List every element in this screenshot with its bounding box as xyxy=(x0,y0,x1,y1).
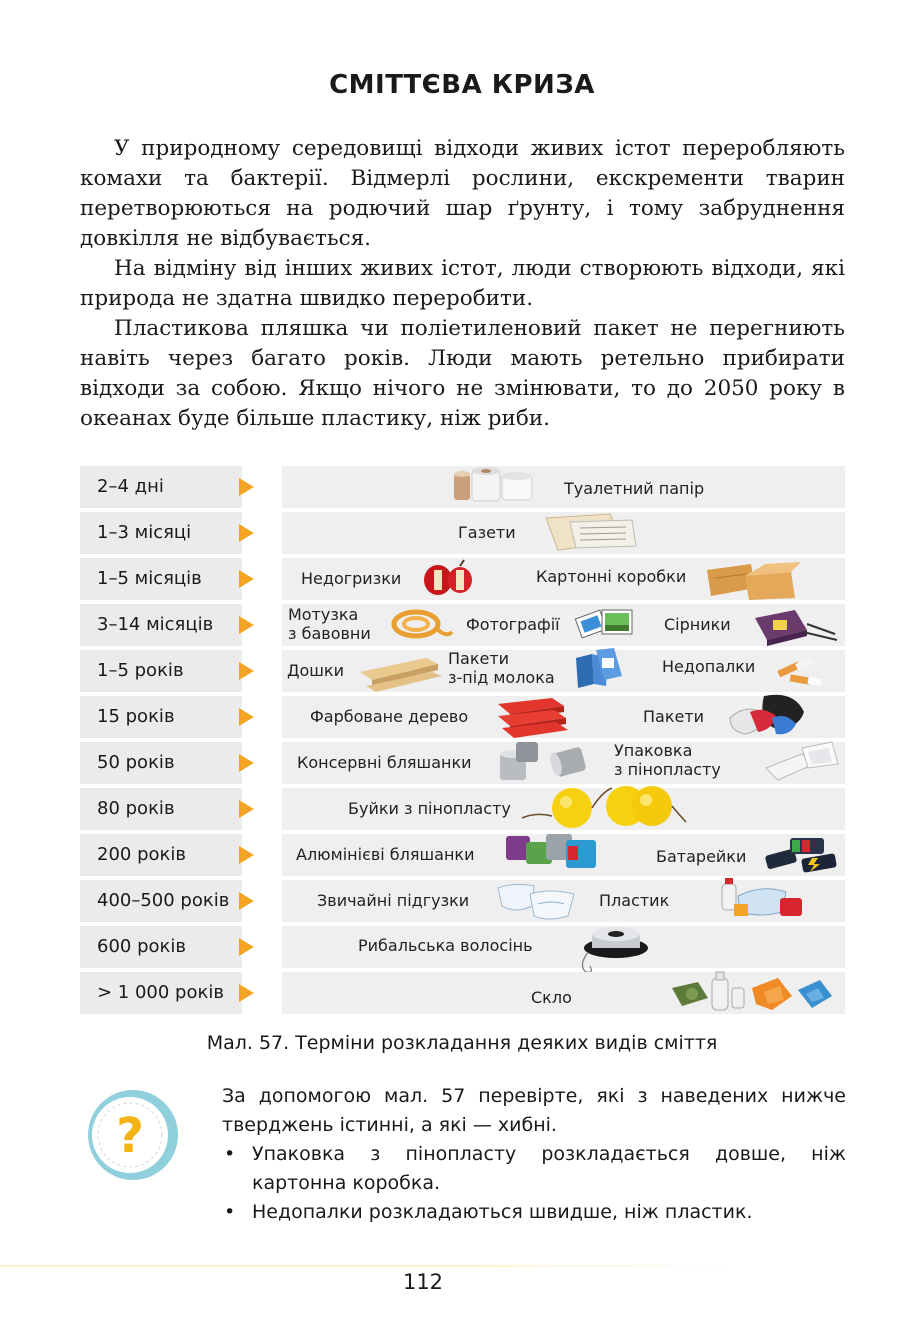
item-cardboard-boxes: Картонні коробки xyxy=(536,567,687,586)
table-row xyxy=(80,742,845,784)
list-item: • Недопалки розкладаються швидше, ніж пластик. xyxy=(224,1201,753,1223)
page-title: СМІТТЄВА КРИЗА xyxy=(329,70,595,100)
item-tin-cans: Консервні бляшанки xyxy=(297,753,472,772)
paragraph-1: У природному середовищі відходи живих істот переробляють комахи та бактерії. Відмерлі рослини, екскременти тварин перетворюються на родючий шар ґрунту, і тому забруднення довкілля не відбувається. xyxy=(80,136,845,251)
rope-icon xyxy=(386,604,456,646)
arrow-icon xyxy=(239,616,254,634)
body-text xyxy=(80,134,845,434)
arrow-icon xyxy=(239,708,254,726)
cardboard-box-icon xyxy=(705,558,805,600)
arrow-icon xyxy=(239,938,254,956)
batteries-icon xyxy=(762,830,842,878)
aluminium-cans-icon xyxy=(502,828,622,878)
table-row xyxy=(80,972,845,1014)
table-row xyxy=(80,926,845,968)
item-diapers: Звичайні підгузки xyxy=(317,891,470,910)
table-row xyxy=(80,880,845,922)
arrow-icon xyxy=(239,570,254,588)
period-label: 400–500 років xyxy=(80,880,242,922)
period-label: > 1 000 років xyxy=(80,972,242,1014)
item-apple-cores: Недогризки xyxy=(301,569,402,588)
paragraph-3: Пластикова пляшка чи поліетиленовий пакет не перегниють навіть через багато років. Люди мають ретельно прибирати відходи за собою. Якщо нічого не змінювати, то до 2050 року в океанах буде більше пластику, ніж риби. xyxy=(80,316,845,431)
item-photos: Фотографії xyxy=(466,615,560,634)
paragraph-2: На відміну від інших живих істот, люди створюють відходи, які природа не здатна швидко переробити. xyxy=(80,256,845,311)
svg-text:?: ? xyxy=(116,1108,144,1164)
item-painted-wood: Фарбоване дерево xyxy=(310,707,469,726)
boards-icon xyxy=(356,650,446,692)
plastic-waste-icon xyxy=(716,874,816,926)
table-row xyxy=(80,558,845,600)
apple-core-icon xyxy=(420,558,480,600)
item-newspapers: Газети xyxy=(458,523,516,542)
task-intro: За допомогою мал. 57 перевірте, які з наведених нижче тверджень істинні, а які — хибні. xyxy=(222,1085,846,1136)
item-foam-packaging: Упаковка з пінопласту xyxy=(614,741,721,779)
item-bags: Пакети xyxy=(643,707,705,726)
item-matches: Сірники xyxy=(664,615,731,634)
decomposition-table xyxy=(80,466,845,1018)
table-row xyxy=(80,466,845,508)
arrow-icon xyxy=(239,846,254,864)
item-aluminium-cans: Алюмінієві бляшанки xyxy=(296,845,475,864)
list-item: • Упаковка з пінопласту розкладається довше, ніж картонна коробка. xyxy=(224,1143,846,1194)
fishing-line-icon xyxy=(576,922,666,978)
arrow-icon xyxy=(239,892,254,910)
toilet-paper-icon xyxy=(450,466,540,508)
tin-cans-icon xyxy=(496,738,596,786)
item-cigarette-butts: Недопалки xyxy=(662,657,756,676)
period-label: 3–14 місяців xyxy=(80,604,242,646)
cigarette-butts-icon xyxy=(772,650,832,692)
page-number: 112 xyxy=(402,1270,444,1294)
item-cotton-rope: Мотузка з бавовни xyxy=(288,605,371,643)
period-label: 1–5 місяців xyxy=(80,558,242,600)
period-label: 1–3 місяці xyxy=(80,512,242,554)
item-plastic: Пластик xyxy=(599,891,670,910)
foam-packaging-icon xyxy=(762,738,842,786)
milk-carton-icon xyxy=(572,646,632,692)
period-label: 2–4 дні xyxy=(80,466,242,508)
diapers-icon xyxy=(494,876,584,924)
question-icon xyxy=(86,1088,180,1182)
arrow-icon xyxy=(239,478,254,496)
painted-wood-icon xyxy=(492,694,582,740)
item-milk-cartons: Пакети з-під молока xyxy=(448,649,555,687)
item-batteries: Батарейки xyxy=(656,847,747,866)
newspaper-icon xyxy=(540,512,640,554)
table-row xyxy=(80,788,845,830)
period-label: 50 років xyxy=(80,742,242,784)
table-row xyxy=(80,512,845,554)
matchbox-icon xyxy=(751,604,841,646)
table-row xyxy=(80,834,845,876)
period-label: 1–5 років xyxy=(80,650,242,692)
item-fishing-line: Рибальська волосінь xyxy=(358,936,533,955)
arrow-icon xyxy=(239,984,254,1002)
arrow-icon xyxy=(239,800,254,818)
period-label: 200 років xyxy=(80,834,242,876)
arrow-icon xyxy=(239,754,254,772)
period-label: 15 років xyxy=(80,696,242,738)
table-row xyxy=(80,604,845,646)
plastic-bags-icon xyxy=(724,690,814,740)
period-label: 600 років xyxy=(80,926,242,968)
item-toilet-paper: Туалетний папір xyxy=(564,479,705,498)
period-label: 80 років xyxy=(80,788,242,830)
footer-divider xyxy=(0,1265,740,1267)
figure-caption: Мал. 57. Терміни розкладання деяких видів сміття xyxy=(206,1032,718,1054)
item-foam-buoys: Буйки з пінопласту xyxy=(348,799,511,818)
photos-icon xyxy=(574,604,638,646)
glass-waste-icon xyxy=(668,968,844,1016)
table-row xyxy=(80,696,845,738)
task-block xyxy=(222,1082,846,1227)
arrow-icon xyxy=(239,662,254,680)
item-boards: Дошки xyxy=(287,661,344,680)
arrow-icon xyxy=(239,524,254,542)
item-glass: Скло xyxy=(531,988,572,1007)
task-list xyxy=(222,1140,846,1227)
table-row xyxy=(80,650,845,692)
